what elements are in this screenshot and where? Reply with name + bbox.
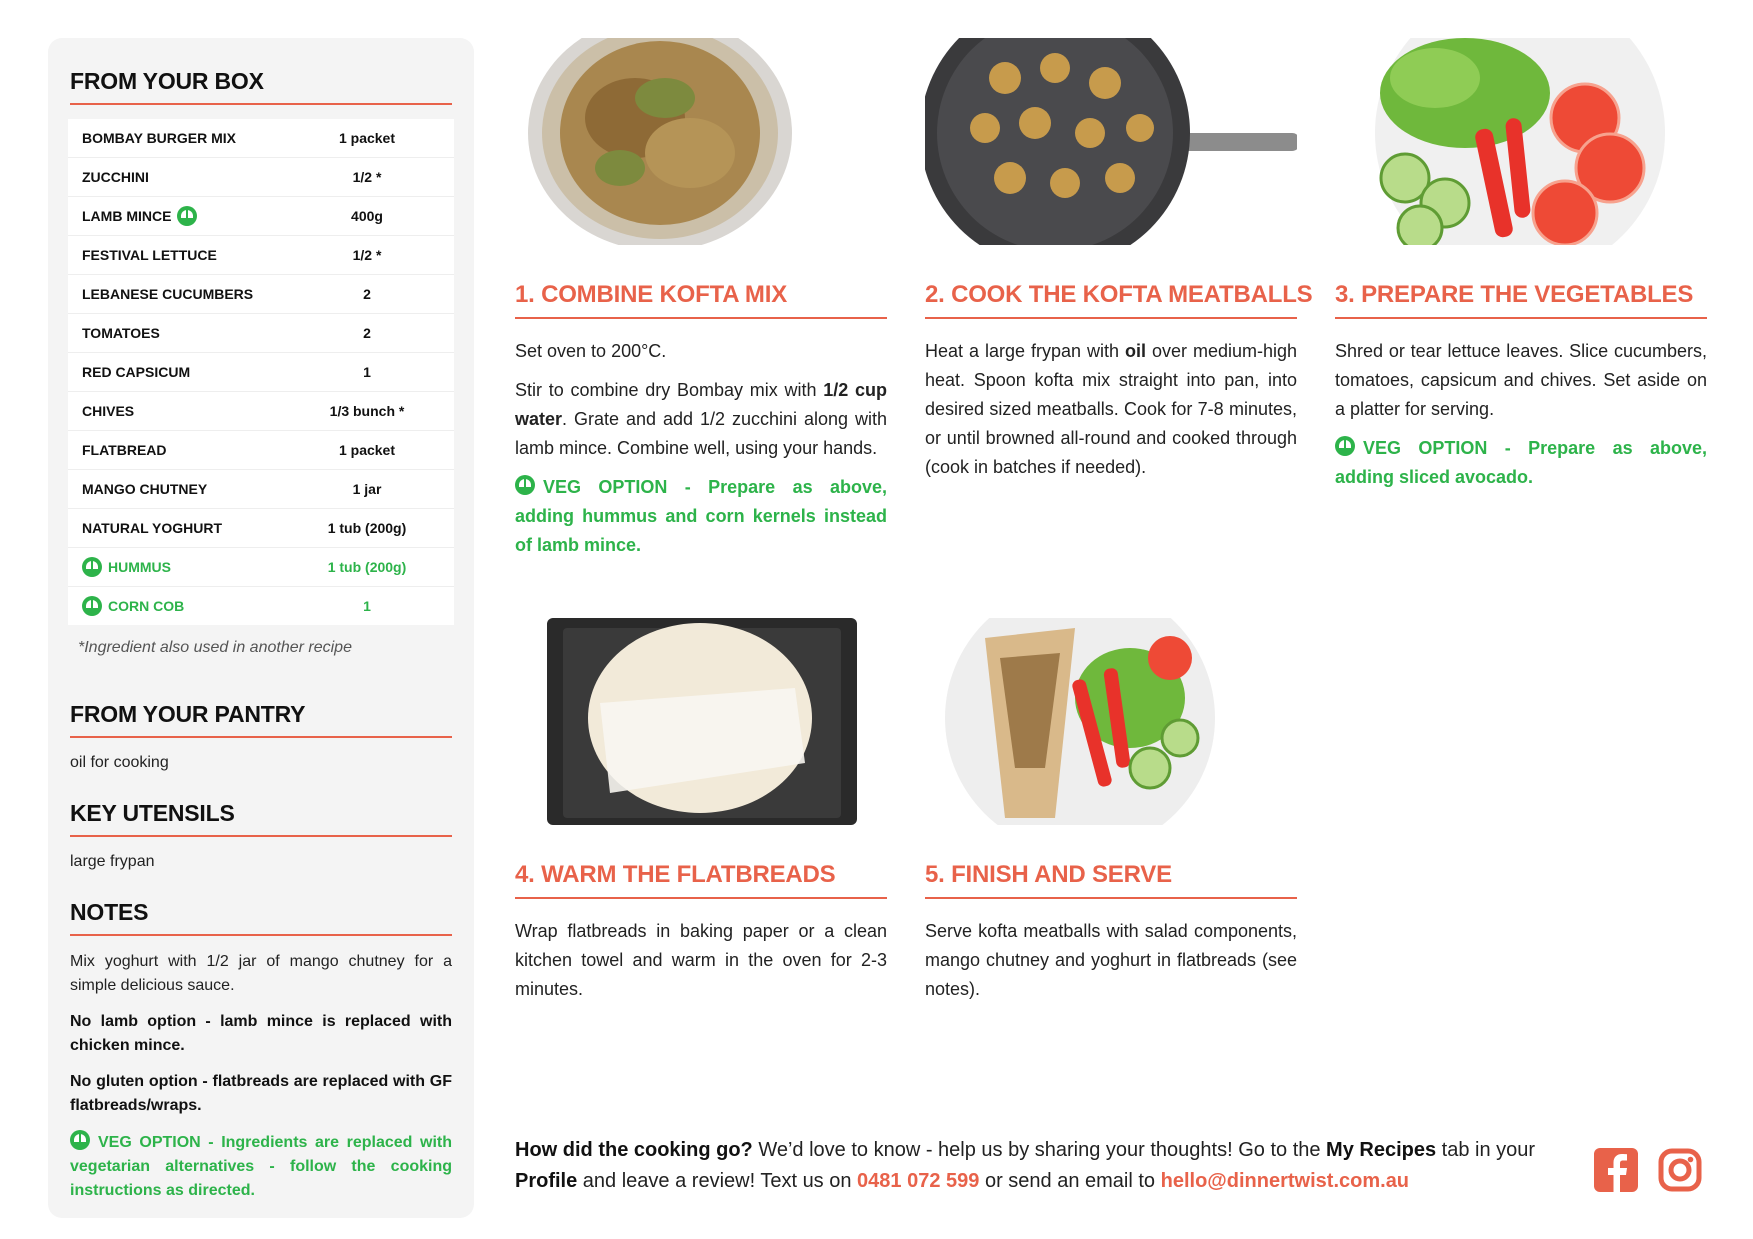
- step-1-veg-text: VEG OPTION - Prepare as above, adding hummus and corn kernels instead of lamb mince.: [515, 477, 887, 555]
- ingredient-row: [68, 548, 454, 587]
- footer-phone-link[interactable]: 0481 072 599: [857, 1170, 980, 1192]
- step-1-body-c: . Grate and add 1/2 zucchini along with lamb mince. Combine well, using your hands.: [515, 409, 887, 458]
- ingredient-qty: 1/2 *: [352, 247, 382, 263]
- ingredient-table: [68, 119, 454, 625]
- ingredient-label: CORN COB: [108, 598, 185, 614]
- step-1-title: 1. COMBINE KOFTA MIX: [515, 281, 887, 319]
- step-5-title: 5. FINISH AND SERVE: [925, 861, 1297, 899]
- ingredient-qty: 1 jar: [352, 481, 382, 497]
- ingredient-qty: 1 packet: [338, 130, 396, 146]
- ingredient-qty: 1 tub (200g): [327, 520, 407, 536]
- ingredient-label: BOMBAY BURGER MIX: [82, 130, 237, 146]
- step-2-photo-frypan: [925, 38, 1297, 245]
- ingredient-name: [68, 364, 306, 380]
- notes-heading: NOTES: [70, 899, 452, 936]
- note-sauce: Mix yoghurt with 1/2 jar of mango chutney for a simple delicious sauce.: [70, 953, 452, 994]
- note-veg-text: VEG OPTION - Ingredients are replaced with vegetarian alternatives - follow the cooking instructions as directed.: [70, 1134, 452, 1199]
- ingredient-qty: 1: [363, 598, 371, 614]
- step-3-veg-text: VEG OPTION - Prepare as above, adding sliced avocado.: [1335, 438, 1707, 487]
- note-no-lamb: No lamb option - lamb mince is replaced with chicken mince.: [70, 1013, 452, 1054]
- veg-leaf-icon: [82, 557, 102, 577]
- ingredient-row: [68, 314, 454, 353]
- veg-leaf-icon: [177, 206, 197, 226]
- step-2-body-a: Heat a large frypan with: [925, 341, 1125, 361]
- step-1-body-bold: 1/2 cup water: [515, 380, 887, 429]
- footer-profile: Profile: [515, 1170, 578, 1192]
- step-5: [925, 618, 1297, 1014]
- note-no-gluten: No gluten option - flatbreads are replaced with GF flatbreads/wraps.: [70, 1073, 452, 1114]
- ingredient-qty: 400g: [351, 208, 383, 224]
- step-1-body-a: Stir to combine dry Bombay mix with: [515, 380, 824, 400]
- step-1-photo-kofta-mix: [515, 38, 887, 245]
- instagram-icon[interactable]: [1658, 1148, 1702, 1192]
- ingredient-row: [68, 119, 454, 158]
- step-5-photo-serve: [925, 618, 1297, 825]
- step-3-veg-option: [1335, 434, 1707, 492]
- ingredient-row: [68, 470, 454, 509]
- veg-leaf-icon: [82, 596, 102, 616]
- ingredient-qty: 1 tub (200g): [327, 559, 407, 575]
- step-4-body: Wrap flatbreads in baking paper or a clean kitchen towel and warm in the oven for 2-3 minutes.: [515, 921, 887, 999]
- facebook-icon[interactable]: [1594, 1148, 1638, 1192]
- ingredient-label: HUMMUS: [108, 559, 171, 575]
- ingredient-qty: 2: [363, 286, 371, 302]
- step-3-photo-vegetables: [1335, 38, 1707, 245]
- ingredient-qty: 1/3 bunch *: [329, 403, 405, 419]
- note-veg-option: [70, 1130, 452, 1203]
- footer-text-4: or send an email to: [979, 1170, 1161, 1192]
- ingredient-row: [68, 431, 454, 470]
- footer-question: How did the cooking go?: [515, 1139, 753, 1161]
- utensils-text: large frypan: [70, 853, 155, 870]
- ingredient-name: [68, 442, 306, 458]
- step-2-title: 2. COOK THE KOFTA MEATBALLS: [925, 281, 1297, 319]
- footer-text-3: and leave a review! Text us on: [577, 1170, 858, 1192]
- ingredients-sidebar: [48, 38, 474, 1218]
- ingredient-row: [68, 392, 454, 431]
- ingredient-row: [68, 509, 454, 548]
- key-utensils-heading: KEY UTENSILS: [70, 800, 452, 837]
- ingredient-label: FLATBREAD: [82, 442, 167, 458]
- ingredient-name: [68, 520, 306, 536]
- ingredient-qty: 2: [363, 325, 371, 341]
- ingredient-name: [68, 596, 306, 616]
- ingredient-name: [68, 481, 306, 497]
- step-5-body: Serve kofta meatballs with salad components, mango chutney and yoghurt in flatbreads (see notes).: [925, 921, 1297, 999]
- ingredient-label: FESTIVAL LETTUCE: [82, 247, 217, 263]
- ingredient-row: [68, 236, 454, 275]
- step-3: [1335, 38, 1707, 502]
- ingredient-row: [68, 275, 454, 314]
- ingredient-row: [68, 353, 454, 392]
- ingredient-qty: 1/2 *: [352, 169, 382, 185]
- ingredient-row: [68, 158, 454, 197]
- footer-my-recipes: My Recipes: [1326, 1139, 1437, 1161]
- ingredient-label: CHIVES: [82, 403, 135, 419]
- ingredient-qty: 1: [363, 364, 371, 380]
- step-1-body: [515, 376, 887, 463]
- step-2-body-c: over medium-high heat. Spoon kofta mix straight into pan, into desired sized meatballs. Cook for 7-8 minutes, or until browned all-round and cooked through (cook in batches if needed).: [925, 341, 1297, 477]
- veg-leaf-icon: [1335, 436, 1355, 456]
- step-4: [515, 618, 887, 1014]
- ingredient-label: NATURAL YOGHURT: [82, 520, 222, 536]
- ingredient-label: LAMB MINCE: [82, 208, 172, 224]
- ingredient-name: [68, 325, 306, 341]
- ingredient-name: [68, 169, 306, 185]
- step-4-title: 4. WARM THE FLATBREADS: [515, 861, 887, 899]
- footer-email-link[interactable]: hello@dinnertwist.com.au: [1160, 1170, 1410, 1192]
- step-3-title: 3. PREPARE THE VEGETABLES: [1335, 281, 1707, 319]
- step-1: [515, 38, 887, 570]
- ingredient-label: RED CAPSICUM: [82, 364, 191, 380]
- step-4-photo-flatbreads: [515, 618, 887, 825]
- ingredient-label: TOMATOES: [82, 325, 160, 341]
- ingredient-name: [68, 247, 306, 263]
- footer-text-1: We’d love to know - help us by sharing your thoughts! Go to the: [752, 1139, 1327, 1161]
- ingredient-name: [68, 130, 306, 146]
- ingredient-name: [68, 206, 306, 226]
- veg-leaf-icon: [515, 475, 535, 495]
- step-1-oven-text: Set oven to 200°C.: [515, 341, 667, 361]
- ingredient-label: LEBANESE CUCUMBERS: [82, 286, 254, 302]
- ingredient-name: [68, 403, 306, 419]
- from-your-pantry-heading: FROM YOUR PANTRY: [70, 701, 452, 738]
- footer-text-2: tab in your: [1436, 1139, 1536, 1161]
- veg-leaf-icon: [70, 1130, 90, 1150]
- ingredient-qty: 1 packet: [338, 442, 396, 458]
- review-footer: [515, 1135, 1565, 1197]
- step-2: [925, 38, 1313, 492]
- ingredient-row: [68, 587, 454, 625]
- step-1-veg-option: [515, 473, 887, 560]
- step-3-body: Shred or tear lettuce leaves. Slice cucumbers, tomatoes, capsicum and chives. Set aside on a platter for serving.: [1335, 341, 1707, 419]
- step-2-body-bold: oil: [1124, 341, 1146, 361]
- step-2-body: [925, 337, 1297, 482]
- from-your-box-heading: FROM YOUR BOX: [70, 68, 452, 105]
- ingredient-label: MANGO CHUTNEY: [82, 481, 208, 497]
- ingredient-name: [68, 286, 306, 302]
- ingredient-row: [68, 197, 454, 236]
- ingredient-footnote: *Ingredient also used in another recipe: [78, 639, 352, 656]
- pantry-text: oil for cooking: [70, 754, 169, 771]
- ingredient-name: [68, 557, 306, 577]
- ingredient-label: ZUCCHINI: [82, 169, 149, 185]
